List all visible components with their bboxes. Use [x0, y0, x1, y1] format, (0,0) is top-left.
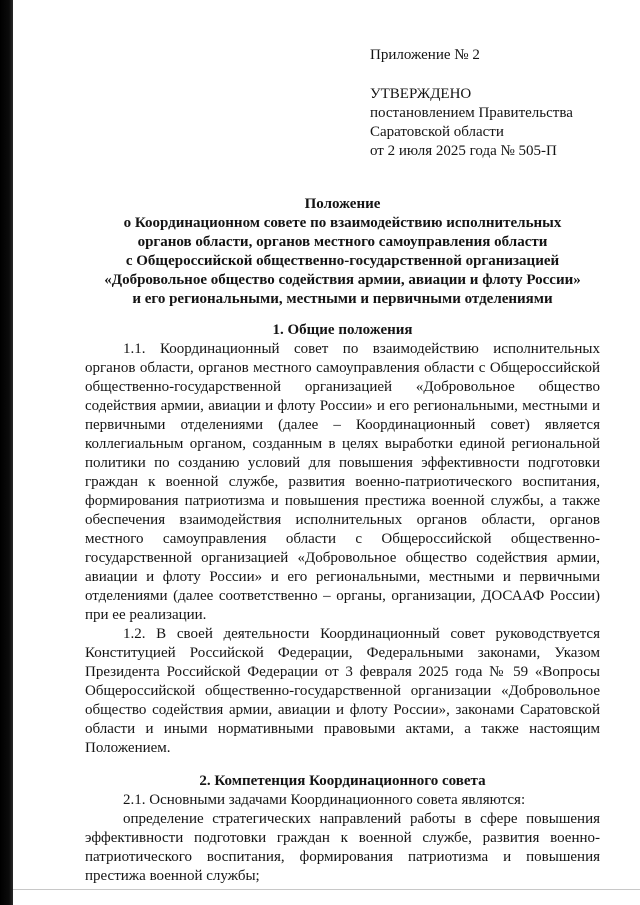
- section-heading-competence: 2. Компетенция Координационного совета: [199, 773, 486, 789]
- title-line: Положение: [304, 196, 381, 212]
- paragraph-2-1: 2.1. Основными задачами Координационного совета являются:: [123, 792, 526, 808]
- paragraph-1-2: 1.2. В своей деятельности Координационный совет руководствуется Конституцией Российской Федерации, Федеральными законами, Указом Президента Российской Федерации от 3 февраля 2025 года № 59 «Вопросы Общероссийской общественно-государственной организации «Добровольное общество содействия армии, авиации и флоту России», законами Саратовской области и иными нормативными правовыми актами, а также настоящим Положением.: [85, 626, 600, 756]
- title-line: о Координационном совете по взаимодействию исполнительных: [123, 215, 562, 231]
- scan-edge-bar: [0, 0, 13, 905]
- title-line: и его региональными, местными и первичными отделениями: [132, 291, 553, 307]
- paragraph-2-1-item: определение стратегических направлений работы в сфере повышения эффективности подготовки граждан к военной службе, развития военно-патриотического воспитания, формирования патриотизма и повышения престижа военной службы;: [85, 811, 600, 884]
- title-line: «Добровольное общество содействия армии, авиации и флоту России»: [104, 272, 581, 288]
- document-body: [85, 0, 600, 886]
- approval-line: Саратовской области: [370, 124, 504, 140]
- approval-line: УТВЕРЖДЕНО: [370, 86, 472, 102]
- approval-block: [85, 85, 600, 161]
- annex-label: Приложение № 2: [370, 47, 480, 63]
- title-line: органов области, органов местного самоуправления области: [137, 234, 548, 250]
- document-title: [85, 195, 600, 309]
- paragraph-1-1: 1.1. Координационный совет по взаимодействию исполнительных органов области, органов местного самоуправления области с Общероссийской общественно-государственной организацией «Добровольное общество содействия армии, авиации и флоту России» и его региональными, местными и первичными отделениями (далее – Координационный совет) является коллегиальным органом, созданным в целях выработки единой региональной политики по созданию условий для повышения эффективности подготовки граждан к военной службе, развития военно-патриотического воспитания, формирования патриотизма и повышения престижа военной службы, а также обеспечения взаимодействия исполнительных органов области, органов местного самоуправления области с Общероссийской общественно-государственной организацией «Добровольное общество содействия армии, авиации и флоту России» и его региональными, местными и первичными отделениями (далее соответственно – органы, организации, ДОСААФ России) при ее реализации.: [85, 341, 600, 623]
- approval-line: от 2 июля 2025 года № 505-П: [370, 143, 557, 159]
- title-line: с Общероссийской общественно-государственной организацией: [125, 253, 560, 269]
- scan-bottom-line: [13, 889, 640, 890]
- approval-line: постановлением Правительства: [370, 105, 573, 121]
- section-heading-general-provisions: 1. Общие положения: [272, 322, 413, 338]
